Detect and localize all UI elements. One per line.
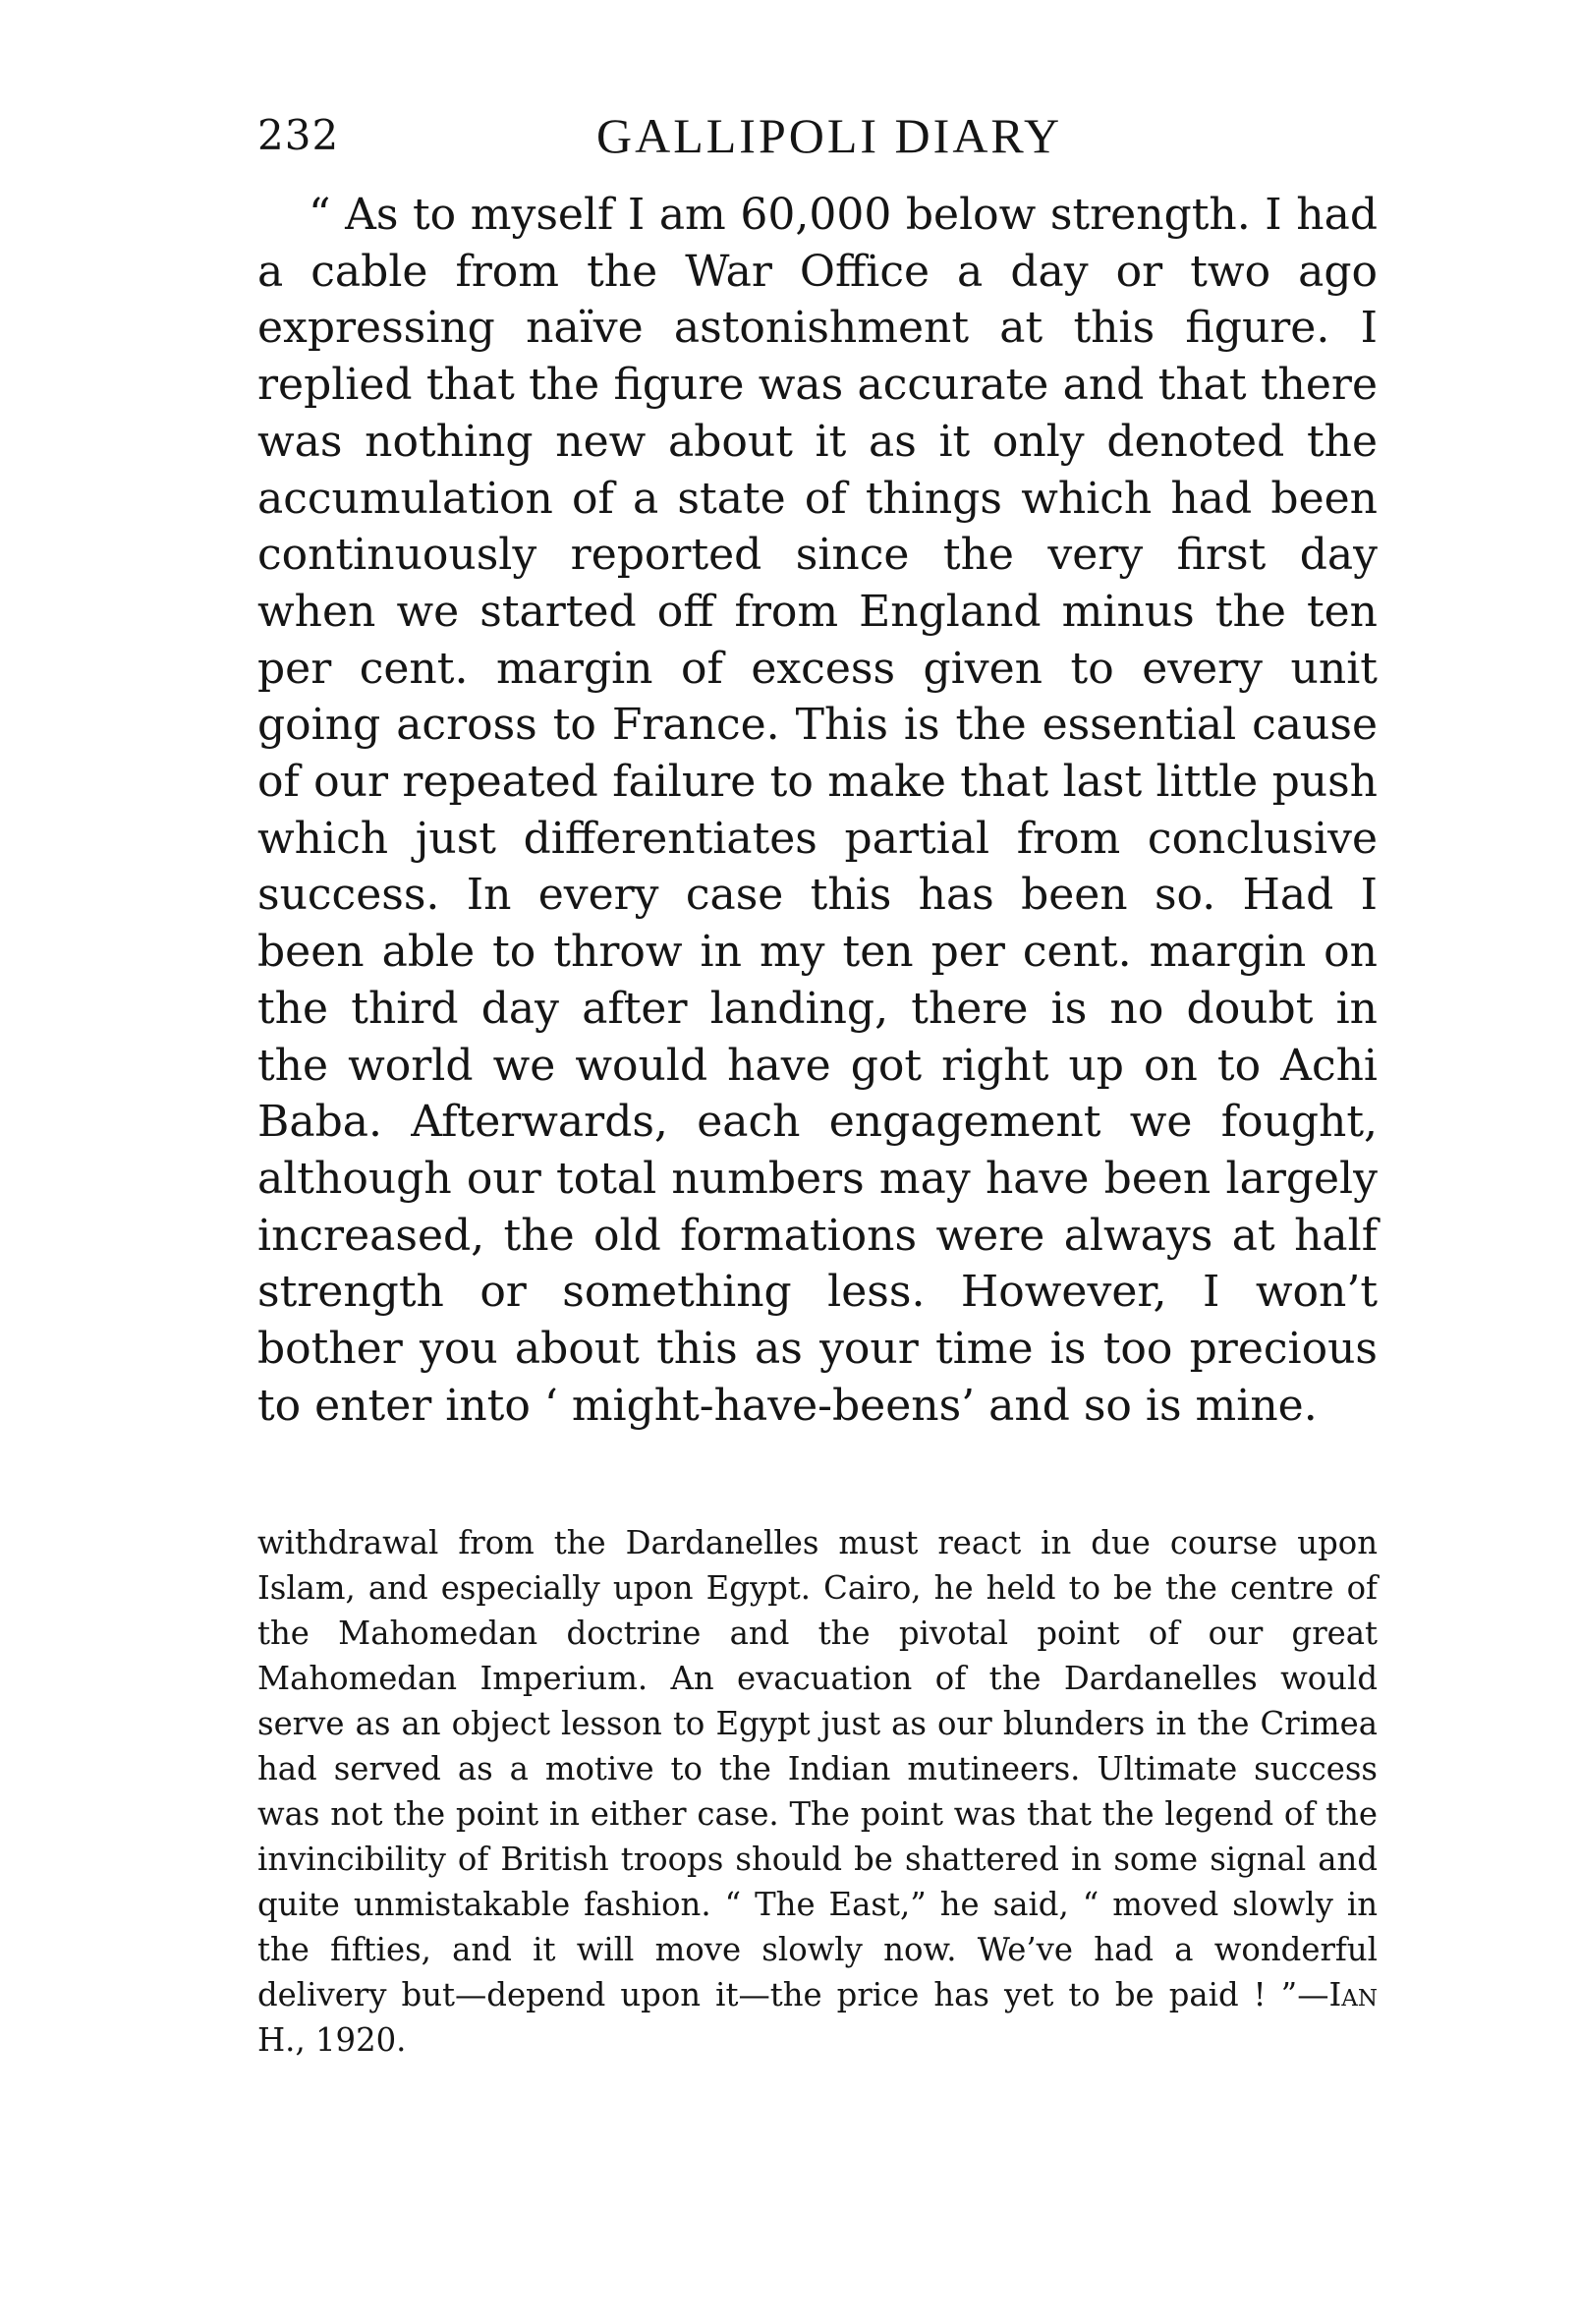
running-title: GALLIPOLI DIARY [596,108,1063,163]
body-paragraph: “ As to myself I am 60,000 below strength. I had a cable from the War Office a day or two ago expressing naïve astonishment at this figure. I replied that the figure was accurate and that there was nothing new about it as it only denoted the accumulation of a state of things which had been continuously reported since the very first day when we started off from England minus the ten per cent. margin of excess given to every unit going across to France. This is the essential cause of our repeated failure to make that last little push which just differentiates partial from conclusive success. In every case this has been so. Had I been able to throw in my ten per cent. margin on the third day after landing, there is no doubt in the world we would have got right up on to Achi Baba. Afterwards, each engagement we fought, although our total numbers may have been largely increased, the old formations were always at half strength or something less. However, I won’t bother you about this as your time is too precious to enter into ‘ might-have-beens’ and so is mine. [257,190,1378,1431]
page-header [257,106,1378,165]
footnote [257,1520,1378,2063]
footnote-year: , 1920. [295,2021,407,2059]
footnote-paragraph [257,1520,1378,2063]
footnote-signature: Ian H. [257,1976,1378,2059]
page-number: 232 [257,111,340,159]
footnote-text: withdrawal from the Dardanelles must react in due course upon Islam, and especially upon Egypt. Cairo, he held to be the centre of the Mahomedan doctrine and the pivotal point of our great Mahomedan Imperium. An evacuation of the Dardanelles would serve as an object lesson to Egypt just as our blunders in the Crimea had served as a motive to the Indian mutineers. Ultimate success was not the point in either case. The point was that the legend of the invincibility of British troops should be shattered in some signal and quite unmistakable fashion. “ The East,” he said, “ moved slowly in the fifties, and it will move slowly now. We’ve had a wonderful delivery but—depend upon it—the price has yet to be paid ! ”— [257,1524,1378,2013]
main-body-text [257,187,1378,1434]
